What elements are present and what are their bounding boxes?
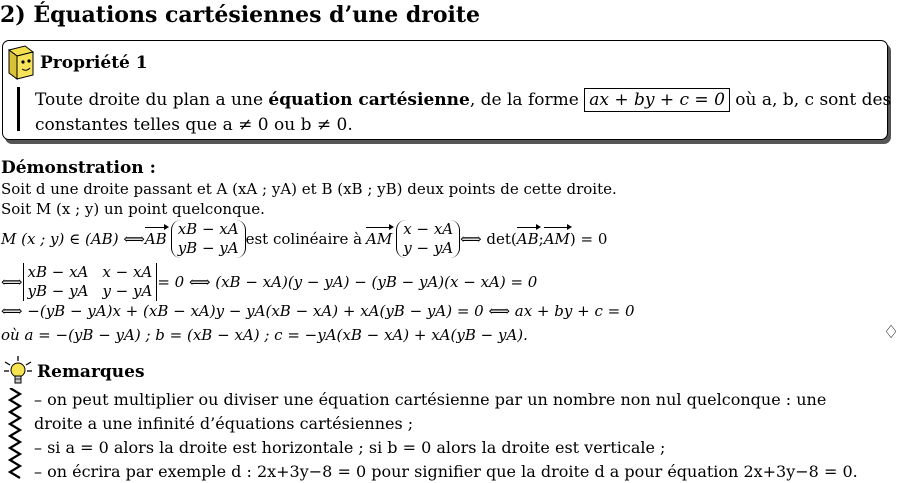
demo-title: Démonstration : <box>1 158 156 178</box>
property-line-2: constantes telles que a ≠ 0 ou b ≠ 0. <box>35 115 353 135</box>
property-line-1 <box>35 90 891 110</box>
property-title: Propriété 1 <box>40 53 148 73</box>
demo-equiv-start: M (x ; y) ∈ (AB) ⟺ <box>1 230 145 248</box>
colinear-text: est colinéaire à <box>245 230 363 248</box>
equiv-symbol: ⟺ <box>1 273 23 291</box>
property-text-end: où a, b, c sont des <box>729 90 892 110</box>
remarks-title: Remarques <box>37 362 145 382</box>
property-text: Toute droite du plan a une <box>35 90 269 110</box>
demo-line-5: ⟺ −(yB − yA)x + (xB − xA)y − yA(xB − xA) + xA(yB − yA) = 0 ⟺ ax + by + c = 0 <box>1 302 635 320</box>
property-formula: ax + by + c = 0 <box>584 88 730 112</box>
property-box <box>2 40 892 140</box>
property-text-after: , de la forme <box>469 90 585 110</box>
demo-line-3 <box>1 218 607 260</box>
det-cell-r1c2: x − xA <box>102 263 153 281</box>
matrix-ab-row-1: xB − xA <box>177 220 239 238</box>
book-icon <box>6 44 36 82</box>
property-bold-term: équation cartésienne <box>268 90 470 110</box>
remark-item-1-line-2: droite a une infinité d’équations cartésiennes ; <box>34 414 414 433</box>
demo-line-2: Soit M (x ; y) un point quelconque. <box>1 200 265 218</box>
lightbulb-icon <box>3 356 33 388</box>
det-vector-am: AM <box>543 230 570 248</box>
remarks-zigzag-bar <box>8 388 24 483</box>
det-equals-zero: ) = 0 <box>569 230 608 248</box>
det-text: ⟺ det( <box>460 230 517 248</box>
remark-item-1-line-1: – on peut multiplier ou diviser une équation cartésienne par un nombre non nul quelconque : une <box>34 390 827 409</box>
det-separator: ; <box>538 230 544 248</box>
vector-am: AM <box>366 230 393 248</box>
det-cell-r2c2: y − yA <box>102 282 153 300</box>
remark-item-3: – on écrira par exemple d : 2x+3y−8 = 0 pour signifier que la droite d a pour équation 2x+3y−8 = 0. <box>34 462 858 481</box>
vector-ab: AB <box>144 230 167 248</box>
det-expansion: = 0 ⟺ (xB − xA)(y − yA) − (yB − yA)(x − xA) = 0 <box>157 273 538 291</box>
det-cell-r2c1: yB − yA <box>27 282 89 300</box>
demo-line-6: où a = −(yB − yA) ; b = (xB − xA) ; c = −yA(xB − xA) + xA(yB − yA). <box>1 326 528 344</box>
demo-line-4 <box>1 260 537 304</box>
demo-line-1: Soit d une droite passant et A (xA ; yA) et B (xB ; yB) deux points de cette droite. <box>1 180 617 198</box>
matrix-am <box>396 220 460 258</box>
property-bar <box>17 87 20 131</box>
matrix-am-row-2: y − yA <box>403 239 454 257</box>
matrix-ab <box>171 220 246 258</box>
end-of-proof-diamond: ♢ <box>883 322 900 343</box>
matrix-ab-row-2: yB − yA <box>177 239 239 257</box>
det-vector-ab: AB <box>516 230 539 248</box>
determinant <box>23 263 158 301</box>
matrix-am-row-1: x − xA <box>403 220 454 238</box>
section-title: 2) Équations cartésiennes d’une droite <box>0 2 481 28</box>
det-cell-r1c1: xB − xA <box>27 263 89 281</box>
remark-item-2: – si a = 0 alors la droite est horizontale ; si b = 0 alors la droite est verticale ; <box>34 438 666 457</box>
